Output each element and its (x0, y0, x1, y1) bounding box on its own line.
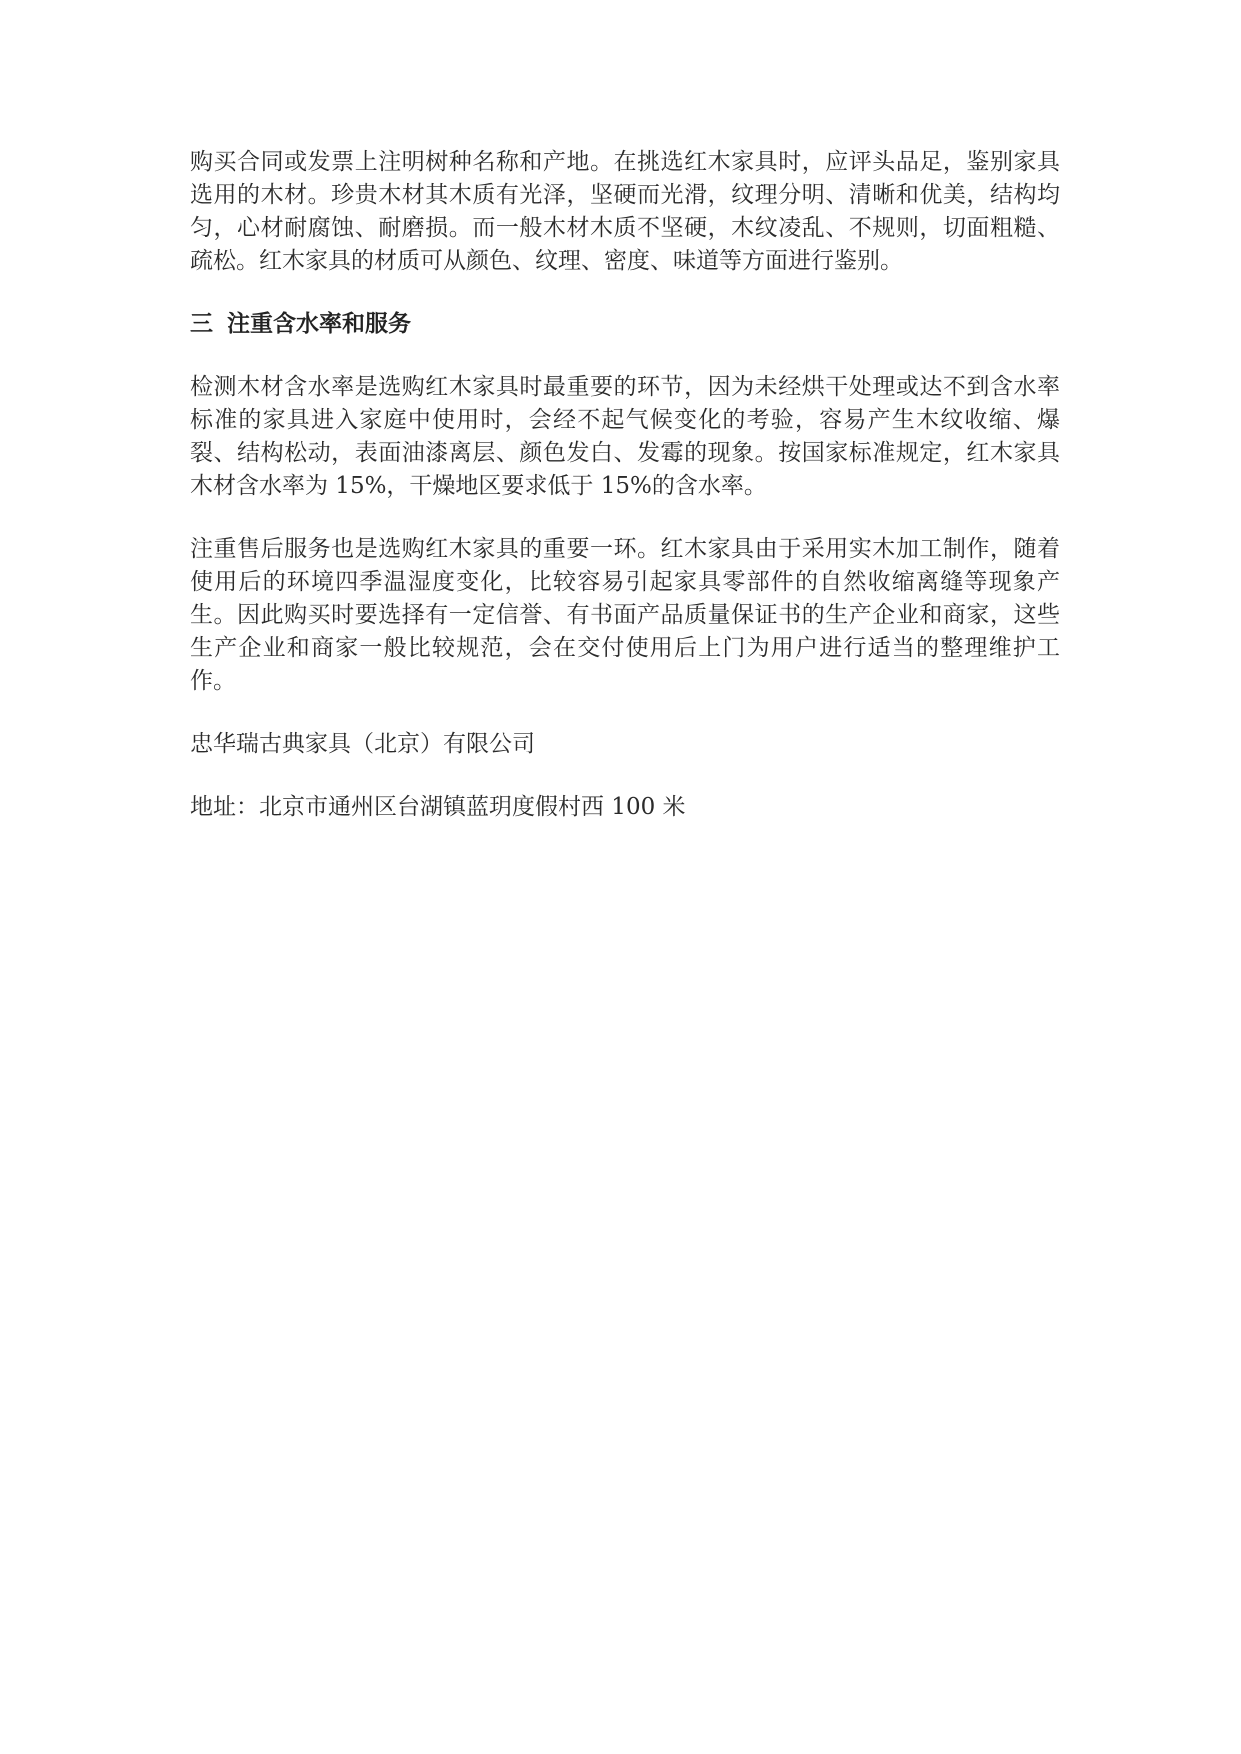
paragraph-wood-selection: 购买合同或发票上注明树种名称和产地。在挑选红木家具时，应评头品足，鉴别家具选用的木材。珍贵木材其木质有光泽，坚硬而光滑，纹理分明、清晰和优美，结构均匀，心材耐腐蚀、耐磨损。而一般木材木质不坚硬，木纹凌乱、不规则，切面粗糙、疏松。红木家具的材质可从颜色、纹理、密度、味道等方面进行鉴别。 (190, 149, 1060, 274)
section-title: 注重含水率和服务 (227, 311, 411, 337)
company-address: 地址：北京市通州区台湖镇蓝玥度假村西 100 米 (190, 794, 686, 820)
company-name: 忠华瑞古典家具（北京）有限公司 (190, 731, 535, 757)
section-heading-moisture-service (190, 308, 1060, 341)
section-number: 三 (190, 311, 213, 337)
paragraph-after-sales-service: 注重售后服务也是选购红木家具的重要一环。红木家具由于采用实木加工制作，随着使用后的环境四季温湿度变化，比较容易引起家具零部件的自然收缩离缝等现象产生。因此购买时要选择有一定信誉、有书面产品质量保证书的生产企业和商家，这些生产企业和商家一般比较规范，会在交付使用后上门为用户进行适当的整理维护工作。 (190, 536, 1060, 694)
document-body (190, 146, 1060, 824)
paragraph-moisture-content: 检测木材含水率是选购红木家具时最重要的环节，因为未经烘干处理或达不到含水率标准的家具进入家庭中使用时，会经不起气候变化的考验，容易产生木纹收缩、爆裂、结构松动，表面油漆离层、颜色发白、发霉的现象。按国家标准规定，红木家具木材含水率为 15%，干燥地区要求低于 15%的含水率。 (190, 374, 1060, 499)
